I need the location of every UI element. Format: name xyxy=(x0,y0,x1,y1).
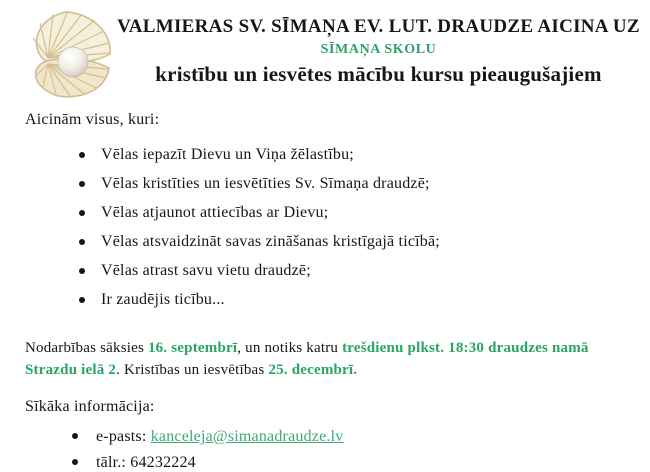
list-item: Vēlas atrast savu vietu draudzē; xyxy=(77,262,625,280)
list-item: Vēlas atsvaidzināt savas zināšanas kristīgajā ticībā; xyxy=(77,233,625,251)
flyer-body xyxy=(0,111,650,472)
list-item: Ir zaudējis ticību... xyxy=(77,291,625,309)
schedule-text: Nodarbības sāksies xyxy=(25,340,148,356)
schedule-highlight: 16. septembrī xyxy=(147,340,238,356)
list-item: Vēlas kristīties un iesvētīties Sv. Sīmaņa draudzē; xyxy=(77,175,625,193)
flyer-header xyxy=(0,0,650,87)
list-item: Vēlas iepazīt Dievu un Viņa žēlastību; xyxy=(77,146,625,164)
list-item-phone: tālr.: 64232224 xyxy=(70,453,625,472)
page-title: VALMIERAS SV. SĪMAŅA EV. LUT. DRAUDZE AICINA UZ xyxy=(117,16,640,37)
schedule-paragraph xyxy=(25,337,625,381)
wish-list xyxy=(25,146,625,309)
page-subtitle-green: SĪMAŅA SKOLU xyxy=(320,42,437,57)
pearl-shell-logo xyxy=(16,6,120,100)
email-link[interactable]: kanceleja@simanadraudze.lv xyxy=(150,428,344,445)
intro-text: Aicinām visus, kuri: xyxy=(25,111,160,128)
list-item: Vēlas atjaunot attiecības ar Dievu; xyxy=(77,204,625,222)
info-heading: Sīkāka informācija: xyxy=(25,398,155,415)
email-label: e-pasts: xyxy=(96,428,151,445)
schedule-highlight: 25. decembrī. xyxy=(268,362,358,378)
schedule-highlight: trešdienu plkst. 18:30 draudzes namā Strazdu ielā 2 xyxy=(25,340,589,378)
list-item-email xyxy=(70,427,625,446)
schedule-text: . Kristības un iesvētības xyxy=(116,362,269,378)
contact-list xyxy=(25,427,625,472)
page-subtitle: kristību un iesvētes mācību kursu pieaugušajiem xyxy=(155,62,602,86)
schedule-text: , un notiks katru xyxy=(237,340,343,356)
